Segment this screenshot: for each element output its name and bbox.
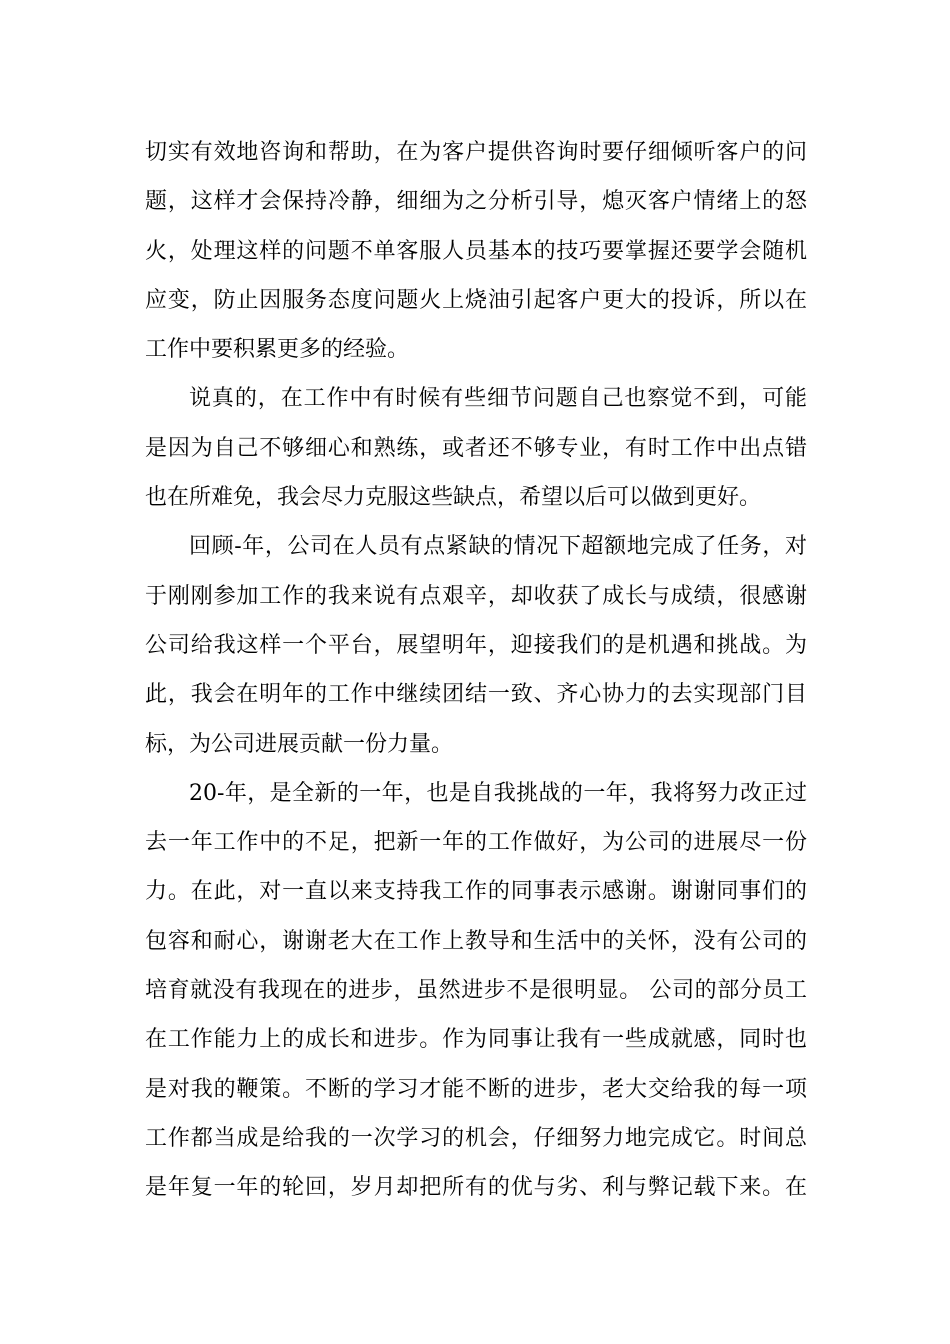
text-line: 培育就没有我现在的进步，虽然进步不是很明显。 公司的部分员工	[145, 978, 807, 1004]
text-line: 是年复一年的轮回，岁月却把所有的优与劣、利与弊记载下来。在	[145, 1175, 807, 1201]
text-line: 也在所难免，我会尽力克服这些缺点，希望以后可以做到更好。	[145, 485, 762, 511]
text-line-indent: 回顾-年，公司在人员有点紧缺的情况下超额地完成了任务，对	[189, 534, 807, 560]
text-line: 应变，防止因服务态度问题火上烧油引起客户更大的投诉，所以在	[145, 287, 807, 313]
text-line: 包容和耐心，谢谢老大在工作上教导和生活中的关怀，没有公司的	[145, 928, 807, 954]
text-line: 切实有效地咨询和帮助，在为客户提供咨询时要仔细倾听客户的问	[145, 140, 807, 165]
text-line: 火，处理这样的问题不单客服人员基本的技巧要掌握还要学会随机	[145, 238, 807, 264]
text-line-indent: 说真的，在工作中有时候有些细节问题自己也察觉不到，可能	[189, 386, 807, 412]
text-line: 标，为公司进展贡献一份力量。	[145, 731, 454, 757]
text-line: 公司给我这样一个平台，展望明年，迎接我们的是机遇和挑战。为	[145, 632, 807, 658]
text-line: 工作中要积累更多的经验。	[145, 337, 410, 363]
text-line: 题，这样才会保持冷静，细细为之分析引导，熄灭客户情绪上的怒	[145, 189, 807, 215]
text-line: 力。在此，对一直以来支持我工作的同事表示感谢。谢谢同事们的	[145, 879, 807, 905]
text-line: 工作都当成是给我的一次学习的机会，仔细努力地完成它。时间总	[145, 1125, 807, 1151]
text-line: 是对我的鞭策。不断的学习才能不断的进步，老大交给我的每一项	[145, 1076, 807, 1102]
text-line: 于刚刚参加工作的我来说有点艰辛，却收获了成长与成绩，很感谢	[145, 583, 807, 609]
text-line: 此，我会在明年的工作中继续团结一致、齐心协力的去实现部门目	[145, 682, 807, 708]
text-line: 是因为自己不够细心和熟练，或者还不够专业，有时工作中出点错	[145, 435, 807, 461]
text-line: 在工作能力上的成长和进步。作为同事让我有一些成就感，同时也	[145, 1027, 807, 1053]
text-line: 去一年工作中的不足，把新一年的工作做好，为公司的进展尽一份	[145, 830, 807, 856]
text-line-indent: 20-年，是全新的一年，也是自我挑战的一年，我将努力改正过	[189, 780, 807, 806]
body-text	[145, 128, 807, 1213]
